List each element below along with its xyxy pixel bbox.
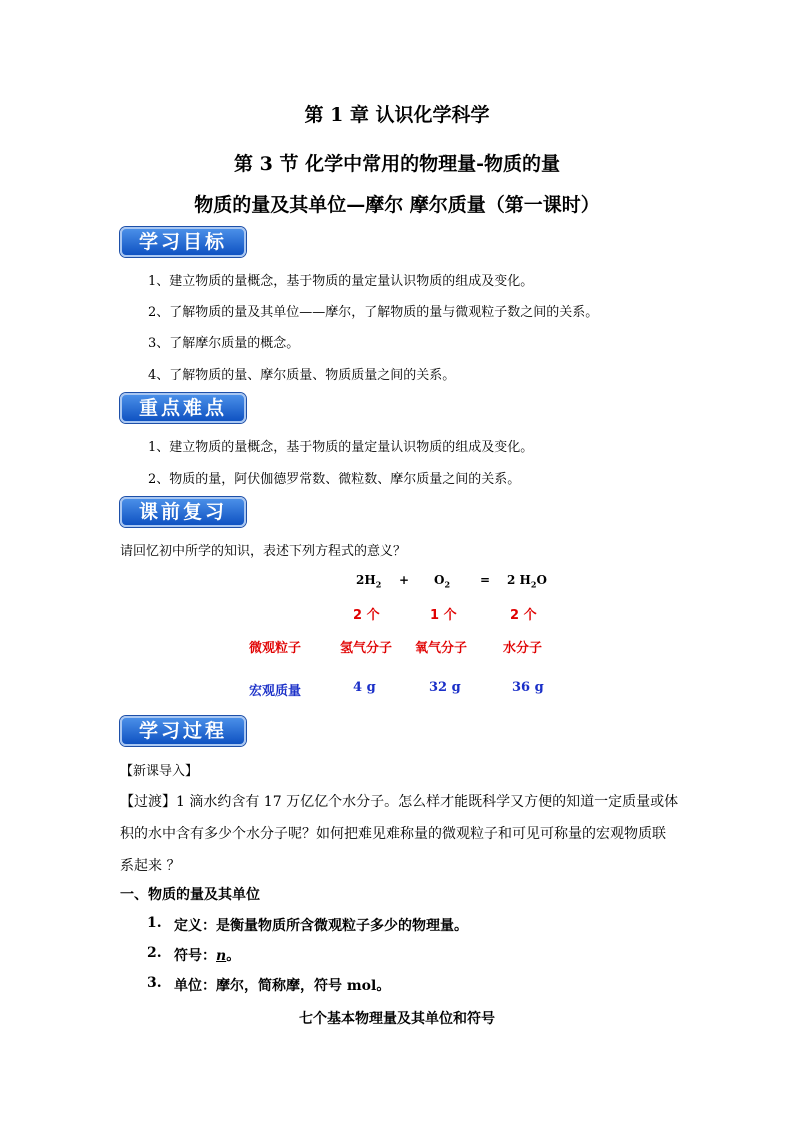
equation-plus: + [399, 573, 410, 587]
transition-line: 【过渡】1 滴水约含有 17 万亿亿个水分子。怎么样才能既科学又方便的知道一定质量或体 [120, 794, 679, 810]
count-o2: 1 个 [430, 608, 457, 623]
goal-item: 1、建立物质的量概念，基于物质的量定量认识物质的组成及变化。 [148, 274, 534, 289]
unit-text: 单位：摩尔，简称摩，符号 mol。 [174, 978, 391, 994]
section-title: 第 3 节 化学中常用的物理量-物质的量 [234, 153, 560, 175]
chapter-title: 第 1 章 认识化学科学 [304, 104, 490, 126]
equation-equals: = [480, 573, 491, 587]
count-h2o: 2 个 [510, 608, 537, 623]
macro-h2: 4 g [353, 680, 376, 695]
review-badge: 课前复习 [120, 497, 246, 527]
unit-number: 3. [147, 975, 162, 991]
micro-h2: 氢气分子 [340, 641, 393, 656]
goals-badge: 学习目标 [120, 227, 246, 257]
process-badge: 学习过程 [120, 716, 246, 746]
equation-o2: $O_2$ [434, 573, 451, 590]
transition-line: 系起来 ？ [120, 858, 181, 874]
symbol-line: 符号：n。 [174, 948, 241, 964]
section-heading: 一、物质的量及其单位 [120, 887, 260, 903]
symbol-number: 2. [147, 945, 162, 961]
key-point-item: 1、建立物质的量概念，基于物质的量定量认识物质的组成及变化。 [148, 440, 534, 455]
review-prompt: 请回忆初中所学的知识，表述下列方程式的意义？ [120, 544, 407, 559]
goal-item: 4、了解物质的量、摩尔质量、物质质量之间的关系。 [148, 368, 456, 383]
transition-line: 积的水中含有多少个水分子呢？如何把难见难称量的微观粒子和可见可称量的宏观物质联 [120, 826, 666, 842]
definition-text: 定义：是衡量物质所含微观粒子多少的物理量。 [174, 918, 468, 934]
new-lesson-intro: 【新课导入】 [120, 764, 199, 779]
lesson-title: 物质的量及其单位—摩尔 摩尔质量（第一课时） [194, 194, 600, 216]
micro-o2: 氧气分子 [415, 641, 468, 656]
macro-o2: 32 g [429, 680, 461, 695]
micro-label: 微观粒子 [249, 641, 302, 656]
count-h2: 2 个 [353, 608, 380, 623]
key-point-item: 2、物质的量，阿伏伽德罗常数、微粒数、摩尔质量之间的关系。 [148, 472, 521, 487]
goal-item: 3、了解摩尔质量的概念。 [148, 336, 300, 351]
symbol-value: n [216, 948, 227, 964]
table-title: 七个基本物理量及其单位和符号 [299, 1011, 495, 1027]
micro-h2o: 水分子 [503, 641, 543, 656]
macro-h2o: 36 g [512, 680, 544, 695]
key-points-badge: 重点难点 [120, 393, 246, 423]
equation-h2: $2H_2$ [356, 573, 382, 590]
goal-item: 2、了解物质的量及其单位——摩尔，了解物质的量与微观粒子数之间的关系。 [148, 305, 599, 320]
equation-h2o: 2 $H_2O$ [507, 573, 547, 590]
macro-label: 宏观质量 [249, 684, 302, 699]
definition-number: 1. [147, 915, 162, 931]
